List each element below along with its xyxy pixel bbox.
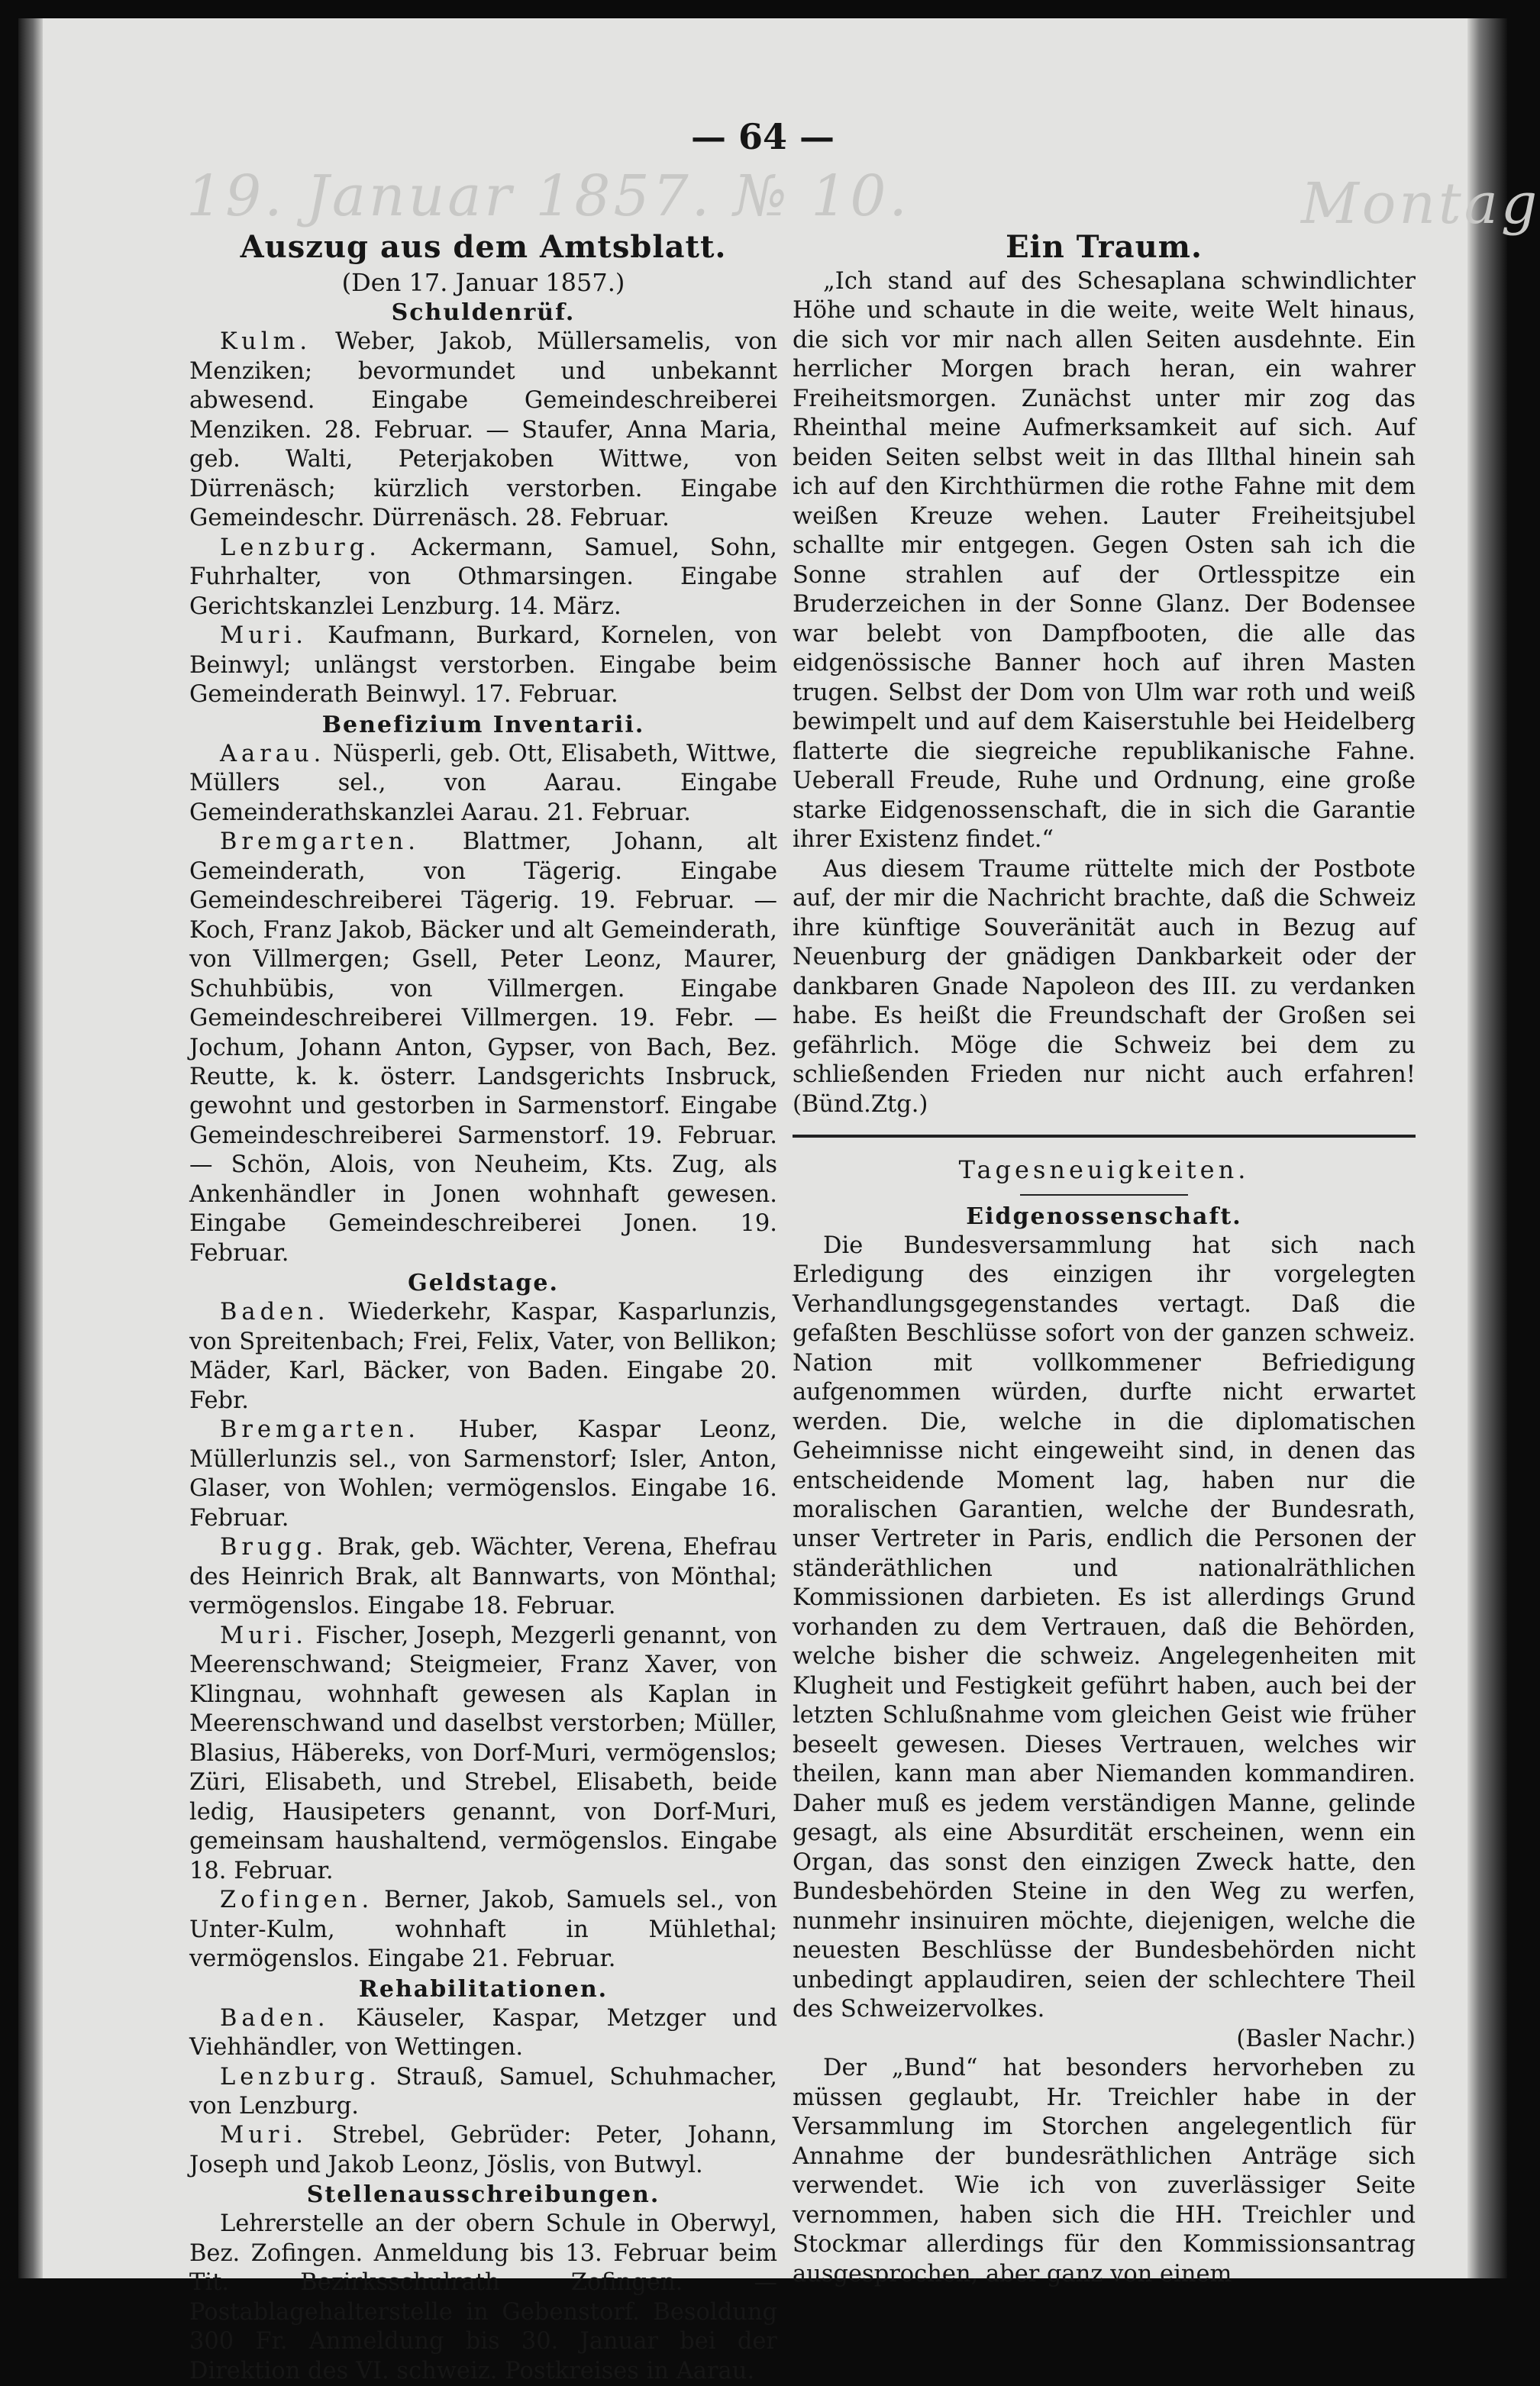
notice-text: Huber, Kaspar Leonz, Müllerlunzis sel., von Sarmenstorf; Isler, Anton, Glaser, von Wohlen; vermögenslos. Eingabe 16. Februar. [189,1416,777,1532]
binding-edge-left [18,18,43,2278]
notice-place: Muri. [220,622,308,650]
notice-text: Strauß, Samuel, Schuhmacher, von Lenzburg. [189,2063,777,2120]
notice-place: Muri. [220,2122,308,2149]
notice-entry [189,828,777,1268]
notice-text: Lehrerstelle an der obern Schule in Oberwyl, Bez. Zofingen. Anmeldung bis 13. Februar beim Tit. Bezirksschulrath Zofingen. — Postablagehalterstelle in Gebenstorf. Besoldung 300 Fr. Anmeldung bis 30. Januar bei der Direktion des VI. schweiz. Postkreises in Aarau. [189,2210,777,2384]
show-through-text-left: 19. Januar 1857. № 10. [186,163,910,229]
page-number: — 64 — [690,116,835,157]
notice-place: Zofingen. [220,1887,374,1914]
notice-entry [189,328,777,533]
news-paragraph: Der „Bund“ hat besonders hervorheben zu müssen geglaubt, Hr. Treichler habe in der Versammlung im Storchen angelegentlich für Annahme der bundesräthlichen Anträge sich verwendet. Wie ich von zuverlässiger Seite vernommen, haben sich die HH. Treichler und Stockmar allerdings für den Kommissionsantrag ausgesprochen, aber ganz von einem [793,2055,1416,2288]
notice-text: Blattmer, Johann, alt Gemeinderath, von Tägerig. Eingabe Gemeindeschreiberei Tägerig. 19. Februar. — Koch, Franz Jakob, Bäcker und alt Gemeinderath, von Villmergen; Gsell, Peter Leonz, Maurer, Schuhbübis, von Villmergen. Eingabe Gemeindeschreiberei Villmergen. 19. Febr. — Jochum, Johann Anton, Gypser, von Bach, Bez. Reutte, k. k. österr. Landsgerichts Insbruck, gewohnt und gestorben in Sarmenstorf. Eingabe Gemeindeschreiberei Sarmenstorf. 19. Februar. — Schön, Alois, von Neuheim, Kts. Zug, als Ankenhändler in Jonen wohnhaft gewesen. Eingabe Gemeindeschreiberei Jonen. 19. Februar. [189,828,777,1267]
notice-place: Brugg. [220,1534,328,1561]
notice-place: Aarau. [220,740,326,767]
notice-entry [189,1622,777,1886]
notice-place: Kulm. [220,328,312,356]
amtsblatt-title: Auszug aus dem Amtsblatt. [240,229,727,265]
notice-text: Ackermann, Samuel, Sohn, Fuhrhalter, von Othmarsingen. Eingabe Gerichtskanzlei Lenzburg. 14. März. [189,534,777,620]
show-through-text-right: Montag [1301,171,1540,237]
news-subheading: Eidgenossenschaft. [966,1203,1242,1230]
notice-place: Bremgarten. [220,1416,420,1444]
binding-edge-right [1467,18,1507,2278]
notice-text: Brak, geb. Wächter, Verena, Ehefrau des Heinrich Brak, alt Bannwarts, von Mönthal; vermögenslos. Eingabe 18. Februar. [189,1534,777,1620]
notice-text: Fischer, Joseph, Mezgerli genannt, von Meerenschwand; Steigmeier, Franz Xaver, von Klingnau, wohnhaft gewesen als Kaplan in Meerenschwand und daselbst verstorben; Müller, Blasius, Häbereks, von Dorf-Muri, vermögenslos; Züri, Elisabeth, und Strebel, Elisabeth, beide ledig, Hausipeters genannt, von Dorf-Muri, gemeinsam haushaltend, vermögenslos. Eingabe 18. Februar. [189,1622,777,1884]
notice-text: Nüsperli, geb. Ott, Elisabeth, Wittwe, Müllers sel., von Aarau. Eingabe Gemeinderathskanzlei Aarau. 21. Februar. [189,740,777,826]
section-heading: Stellenausschreibungen. [306,2181,660,2209]
section-heading: Rehabilitationen. [358,1975,609,2003]
news-credit: (Basler Nachr.) [1236,2025,1416,2052]
notice-text: Wiederkehr, Kaspar, Kasparlunzis, von Spreitenbach; Frei, Felix, Vater, von Bellikon; Mäder, Karl, Bäcker, von Baden. Eingabe 20. Febr. [189,1299,777,1414]
notice-place: Baden. [220,1299,330,1326]
left-column [189,231,777,2386]
notice-text: Weber, Jakob, Müllersamelis, von Menziken; bevormundet und unbekannt abwesend. Eingabe Gemeindeschreiberei Menziken. 28. Februar. — Staufer, Anna Maria, geb. Walti, Peterjakoben Wittwe, von Dürrenäsch; kürzlich verstorben. Eingabe Gemeindeschr. Dürrenäsch. 28. Februar. [189,328,777,532]
notice-entry [189,534,777,622]
notice-entry [189,1886,777,1974]
news-divider [1020,1194,1188,1196]
notice-entry [189,622,777,709]
amtsblatt-date: (Den 17. Januar 1857.) [341,268,625,297]
section-heading: Benefizium Inventarii. [321,711,645,738]
traum-title: Ein Traum. [1006,229,1203,265]
section-heading: Schuldenrüf. [391,299,576,327]
notice-entry [189,2063,777,2122]
right-column [793,231,1416,2289]
traum-paragraph: Aus diesem Traume rüttelte mich der Postbote auf, der mir die Nachricht brachte, daß die Schweiz ihre künftige Souveränität auch in Bezug auf Neuenburg der gnädigen Dankbarkeit oder der dankbaren Gnade Napoleon des III. zu verdanken habe. Es heißt die Freundschaft der Großen sei gefährlich. Möge die Schweiz bei dem zu schließenden Frieden nur nicht auch erfahren! (Bünd.Ztg.) [793,855,1416,1118]
notice-entry [189,1533,777,1621]
traum-paragraph: „Ich stand auf des Schesaplana schwindlichter Höhe und schaute in die weite, weite Welt hinaus, die sich vor mir nach allen Seiten ausdehnte. Ein herrlicher Morgen brach heran, ein wahrer Freiheitsmorgen. Zunächst unter mir zog das Rheinthal meine Aufmerksamkeit auf sich. Auf beiden Seiten selbst weit in das Illthal hinein sah ich auf den Kirchthürmen die rothe Fahne mit dem weißen Kreuze wehen. Lauter Freiheitsjubel schallte mir entgegen. Gegen Osten sah ich die Sonne strahlen auf der Ortlesspitze ein Bruderzeichen in der Sonne Glanz. Der Bodensee war belebt von Dampfbooten, die alle das eidgenössische Banner hoch auf ihren Masten trugen. Selbst der Dom von Ulm war roth und weiß bewimpelt und auf dem Kaiserstuhle bei Heidelberg flatterte die siegreiche republikanische Fahne. Ueberall Freude, Ruhe und Ordnung, eine große starke Eidgenossenschaft, die in sich die Garantie ihrer Existenz findet.“ [793,268,1416,854]
notice-entry [189,1298,777,1416]
notice-place: Muri. [220,1622,308,1649]
notice-entry [189,2004,777,2063]
notice-text: Käuseler, Kaspar, Metzger und Viehhändler, von Wettingen. [189,2004,777,2062]
notice-entry [189,2121,777,2180]
section-divider [793,1135,1416,1138]
section-heading: Geldstage. [408,1270,559,1297]
notice-entry [189,740,777,828]
notice-place: Lenzburg. [220,2063,381,2091]
news-paragraph: Die Bundesversammlung hat sich nach Erledigung des einzigen ihr vorgelegten Verhandlungsgegenstandes vertagt. Daß die gefaßten Beschlüsse sofort von der ganzen schweiz. Nation mit vollkommener Befriedigung aufgenommen würden, durfte nicht erwartet werden. Die, welche in die diplomatischen Geheimnisse nicht eingeweiht sind, in denen das entscheidende Moment lag, haben nur die moralischen Garantien, welche der Bundesrath, unser Vertreter in Paris, endlich die Personen der ständeräthlichen und nationalräthlichen Kommissionen darbieten. Es ist allerdings Grund vorhanden zu dem Vertrauen, daß die Behörden, welche bisher die schweiz. Angelegenheiten mit Klugheit und Festigkeit geführt haben, auch bei der letzten Schlußnahme vom gleichen Geist wie früher beseelt gewesen. Dieses Vertrauen, welches wir theilen, kann man aber Niemanden kommandiren. Daher muß es jedem verständigen Manne, gelinde gesagt, als eine Absurdität erscheinen, wenn ein Organ, das sonst den einzigen Zweck hatte, den Bundesbehörden Steine in den Weg zu werfen, nunmehr insinuiren möchte, diejenigen, welche die neuesten Beschlüsse der Bundesbehörden nicht unbedingt applaudiren, seien der schlechtere Theil des Schweizervolkes. [793,1232,1416,2023]
notice-entry [189,1416,777,1533]
news-heading: Tagesneuigkeiten. [958,1155,1250,1185]
notice-text: Strebel, Gebrüder: Peter, Johann, Joseph und Jakob Leonz, Jöslis, von Butwyl. [189,2122,777,2178]
notice-text: Berner, Jakob, Samuels sel., von Unter-Kulm, wohnhaft in Mühlethal; vermögenslos. Eingabe 21. Februar. [189,1887,777,1973]
notice-place: Lenzburg. [220,534,381,561]
notice-entry [189,2210,777,2386]
notice-place: Bremgarten. [220,828,420,856]
notice-text: Kaufmann, Burkard, Kornelen, von Beinwyl; unlängst verstorben. Eingabe beim Gemeinderath Beinwyl. 17. Februar. [189,622,778,709]
notice-place: Baden. [220,2004,330,2032]
newspaper-page [18,18,1540,2384]
